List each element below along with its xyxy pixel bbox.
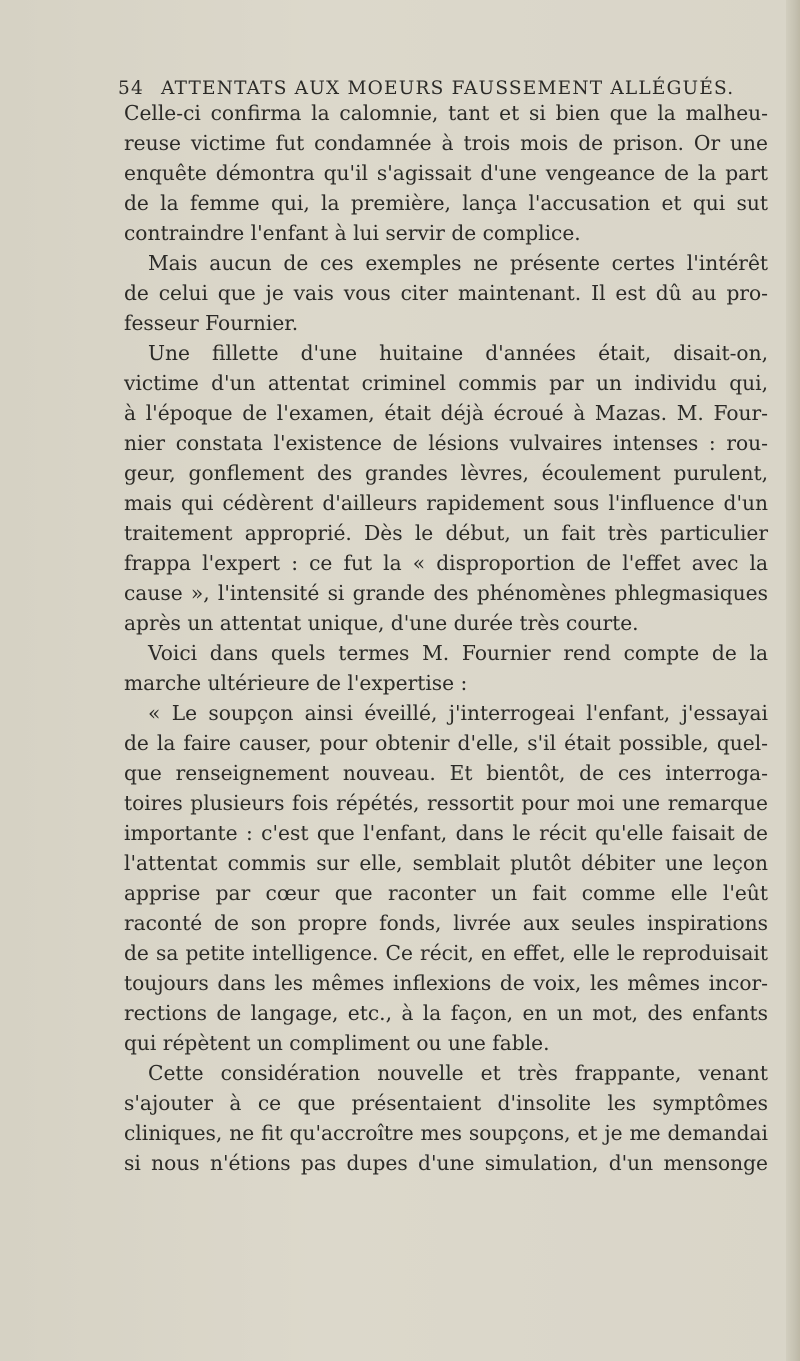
page-edge-shadow <box>786 0 800 1361</box>
page-number: 54 <box>118 78 144 99</box>
text-line: Mais aucun de ces exemples ne présente certes l'intérêt <box>148 251 768 275</box>
text-line: enquête démontra qu'il s'agissait d'une vengeance de la part <box>124 161 768 185</box>
text-line: Une fillette d'une huitaine d'années était, disait-on, <box>148 341 768 365</box>
text-line: nier constata l'existence de lésions vulvaires intenses : rou- <box>124 431 768 455</box>
text-line: apprise par cœur que raconter un fait comme elle l'eût <box>124 881 768 905</box>
text-line: Cette considération nouvelle et très frappante, venant <box>148 1061 768 1085</box>
text-line: après un attentat unique, d'une durée très courte. <box>124 611 639 635</box>
text-line: l'attentat commis sur elle, semblait plutôt débiter une leçon <box>124 851 768 875</box>
text-line: geur, gonflement des grandes lèvres, écoulement purulent, <box>124 461 768 485</box>
text-line: raconté de son propre fonds, livrée aux seules inspirations <box>124 911 768 935</box>
text-line: victime d'un attentat criminel commis par un individu qui, <box>124 371 768 395</box>
body-text <box>124 98 768 1178</box>
text-line: fesseur Fournier. <box>124 311 299 335</box>
text-line: Celle-ci confirma la calomnie, tant et si bien que la malheu- <box>124 101 768 125</box>
text-line: si nous n'étions pas dupes d'une simulation, d'un mensonge <box>124 1151 768 1175</box>
text-line: marche ultérieure de l'expertise : <box>124 671 468 695</box>
text-line: toires plusieurs fois répétés, ressortit pour moi une remarque <box>124 791 768 815</box>
text-line: qui répètent un compliment ou une fable. <box>124 1031 550 1055</box>
text-line: s'ajouter à ce que présentaient d'insolite les symptômes <box>124 1091 768 1115</box>
text-line: cause », l'intensité si grande des phénomènes phlegmasiques <box>124 581 768 605</box>
text-line: « Le soupçon ainsi éveillé, j'interrogeai l'enfant, j'essayai <box>148 701 768 725</box>
text-line: mais qui cédèrent d'ailleurs rapidement sous l'influence d'un <box>124 491 768 515</box>
text-line: toujours dans les mêmes inflexions de voix, les mêmes incor- <box>124 971 768 995</box>
text-line: cliniques, ne fit qu'accroître mes soupçons, et je me demandai <box>124 1121 768 1145</box>
text-line: de celui que je vais vous citer maintenant. Il est dû au pro- <box>124 281 768 305</box>
text-line: à l'époque de l'examen, était déjà écroué à Mazas. M. Four- <box>124 401 768 425</box>
running-title: ATTENTATS AUX MOEURS FAUSSEMENT ALLÉGUÉS. <box>161 78 735 99</box>
text-line: traitement approprié. Dès le début, un fait très particulier <box>124 521 768 545</box>
text-line: reuse victime fut condamnée à trois mois de prison. Or une <box>124 131 768 155</box>
running-header <box>118 78 768 99</box>
text-line: contraindre l'enfant à lui servir de complice. <box>124 221 581 245</box>
text-line: de la faire causer, pour obtenir d'elle, s'il était possible, quel- <box>124 731 768 755</box>
text-line: de la femme qui, la première, lança l'accusation et qui sut <box>124 191 768 215</box>
text-line: Voici dans quels termes M. Fournier rend compte de la <box>148 641 768 665</box>
text-line: rections de langage, etc., à la façon, en un mot, des enfants <box>124 1001 768 1025</box>
text-line: de sa petite intelligence. Ce récit, en effet, elle le reproduisait <box>124 941 768 965</box>
text-line: frappa l'expert : ce fut la « disproportion de l'effet avec la <box>124 551 768 575</box>
text-line: importante : c'est que l'enfant, dans le récit qu'elle faisait de <box>124 821 768 845</box>
text-line: que renseignement nouveau. Et bientôt, de ces interroga- <box>124 761 768 785</box>
